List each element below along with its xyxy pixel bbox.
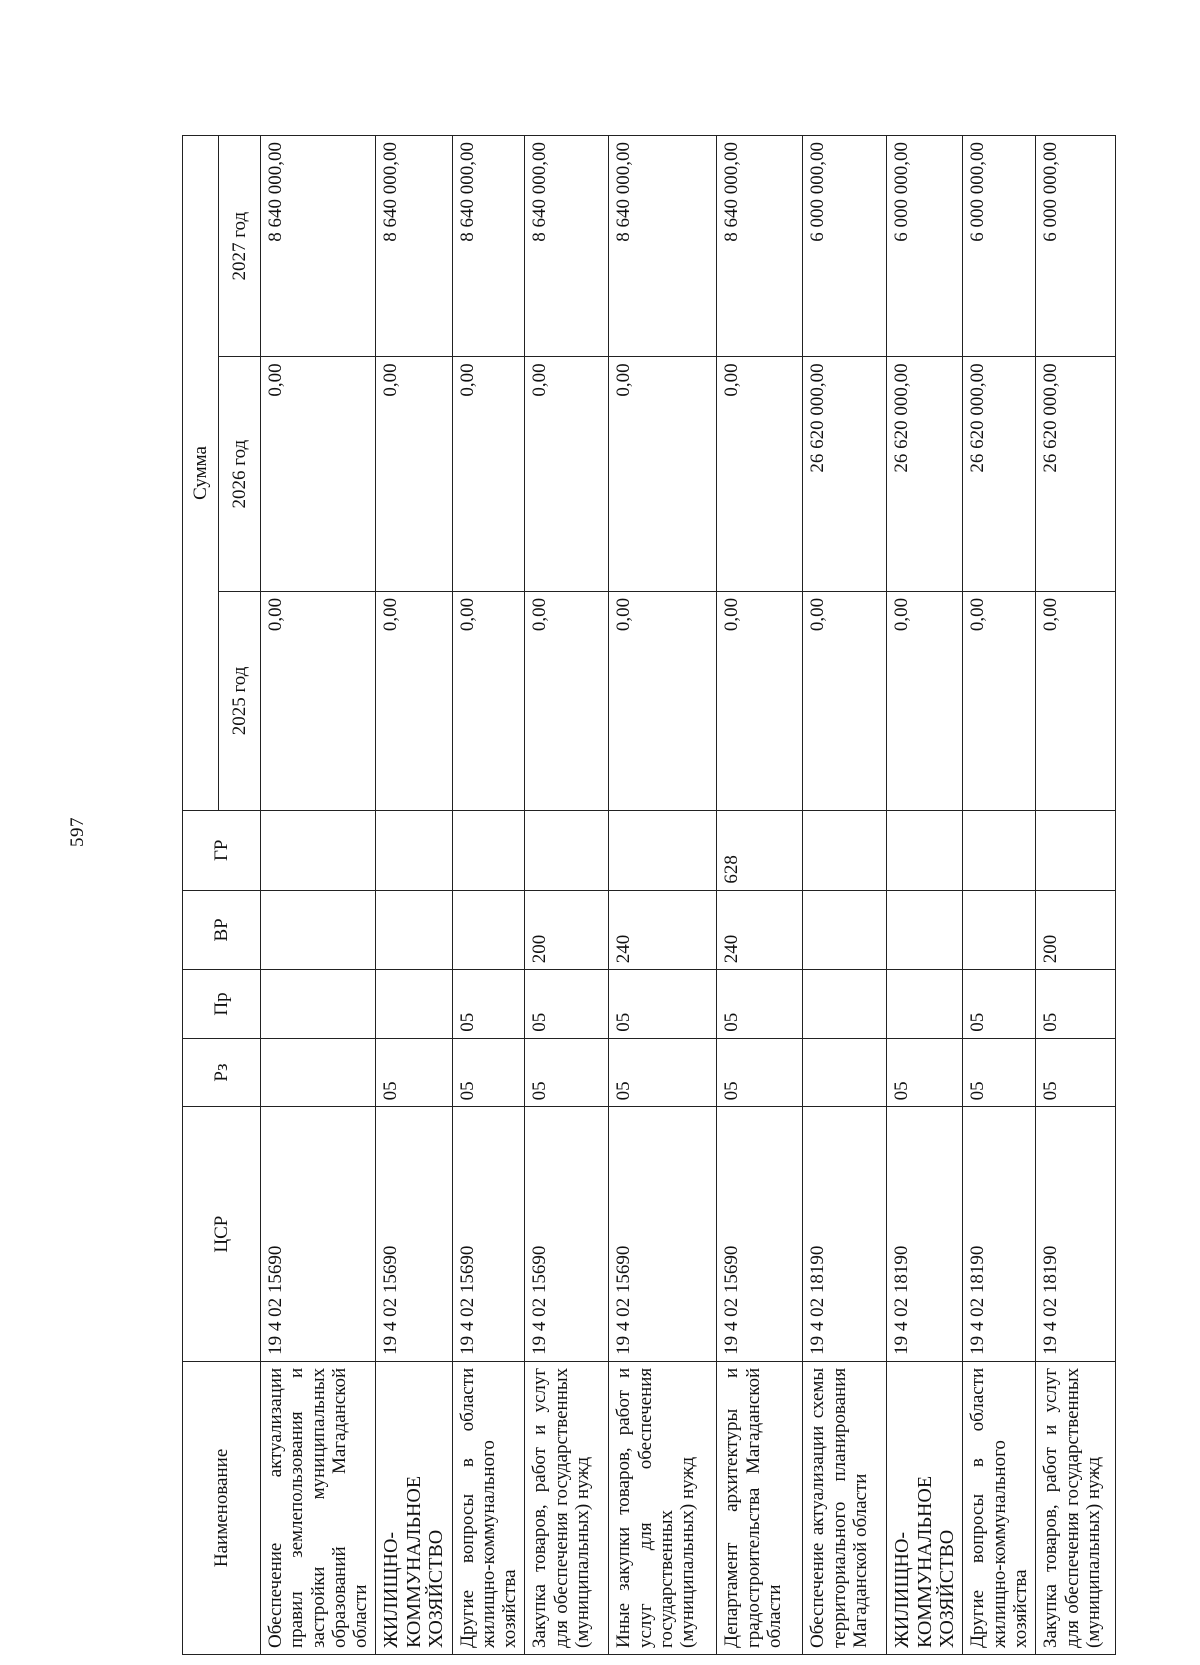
cell-2027: 6 000 000,00: [1036, 136, 1116, 357]
cell-csr: 19 4 02 18190: [803, 1107, 887, 1361]
header-2025: 2025 год: [219, 591, 261, 810]
table-row: [452, 136, 525, 1655]
cell-name: ЖИЛИЩНО-КОММУНАЛЬНОЕ ХОЗЯЙСТВО: [887, 1361, 963, 1654]
cell-2025: 0,00: [525, 591, 609, 810]
cell-name: ЖИЛИЩНО-КОММУНАЛЬНОЕ ХОЗЯЙСТВО: [376, 1361, 452, 1654]
cell-csr: 19 4 02 15690: [452, 1107, 525, 1361]
cell-name: Другие вопросы в области жилищно-коммунального хозяйства: [452, 1361, 525, 1654]
cell-2025: 0,00: [963, 591, 1036, 810]
cell-2026: 0,00: [452, 357, 525, 592]
cell-2025: 0,00: [887, 591, 963, 810]
cell-2027: 8 640 000,00: [609, 136, 717, 357]
cell-2027: 6 000 000,00: [887, 136, 963, 357]
cell-2026: 0,00: [609, 357, 717, 592]
cell-vr: 200: [1036, 890, 1116, 970]
cell-gr: [609, 810, 717, 890]
header-pr: Пр: [183, 970, 261, 1039]
cell-gr: [887, 810, 963, 890]
cell-pr: 05: [963, 970, 1036, 1039]
table-row: [1036, 136, 1116, 1655]
cell-csr: 19 4 02 15690: [717, 1107, 803, 1361]
cell-2026: 26 620 000,00: [963, 357, 1036, 592]
cell-name: Департамент архитектуры и градостроительства Магаданской области: [717, 1361, 803, 1654]
cell-vr: [452, 890, 525, 970]
cell-2025: 0,00: [452, 591, 525, 810]
cell-pr: 05: [525, 970, 609, 1039]
cell-2025: 0,00: [717, 591, 803, 810]
cell-pr: 05: [609, 970, 717, 1039]
cell-gr: [452, 810, 525, 890]
budget-table: [182, 135, 1116, 1655]
rotated-table-frame: [182, 135, 1104, 1655]
cell-rz: [261, 1038, 376, 1107]
cell-2026: 26 620 000,00: [887, 357, 963, 592]
table-row: [887, 136, 963, 1655]
cell-rz: 05: [452, 1038, 525, 1107]
cell-vr: [803, 890, 887, 970]
cell-gr: [803, 810, 887, 890]
cell-vr: [261, 890, 376, 970]
cell-2026: 0,00: [261, 357, 376, 592]
cell-rz: 05: [887, 1038, 963, 1107]
cell-pr: 05: [717, 970, 803, 1039]
cell-csr: 19 4 02 18190: [887, 1107, 963, 1361]
header-2026: 2026 год: [219, 357, 261, 592]
cell-2026: 0,00: [717, 357, 803, 592]
cell-rz: 05: [376, 1038, 452, 1107]
table-row: [261, 136, 376, 1655]
header-csr: ЦСР: [183, 1107, 261, 1361]
cell-rz: 05: [1036, 1038, 1116, 1107]
cell-gr: [261, 810, 376, 890]
table-row: [609, 136, 717, 1655]
cell-csr: 19 4 02 15690: [376, 1107, 452, 1361]
cell-rz: 05: [717, 1038, 803, 1107]
cell-vr: 200: [525, 890, 609, 970]
cell-rz: 05: [963, 1038, 1036, 1107]
cell-2027: 8 640 000,00: [376, 136, 452, 357]
cell-2027: 8 640 000,00: [717, 136, 803, 357]
cell-pr: 05: [452, 970, 525, 1039]
table-row: [525, 136, 609, 1655]
table-row: [717, 136, 803, 1655]
cell-2025: 0,00: [376, 591, 452, 810]
cell-vr: 240: [717, 890, 803, 970]
cell-2026: 0,00: [376, 357, 452, 592]
cell-name: Обеспечение актуализации схемы территориального планирования Магаданской области: [803, 1361, 887, 1654]
cell-name: Закупка товаров, работ и услуг для обеспечения государственных (муниципальных) нужд: [525, 1361, 609, 1654]
cell-name: Иные закупки товаров, работ и услуг для обеспечения государственных (муниципальных) нужд: [609, 1361, 717, 1654]
header-sum: Сумма: [183, 136, 219, 811]
cell-rz: [803, 1038, 887, 1107]
cell-2025: 0,00: [803, 591, 887, 810]
table-row: [376, 136, 452, 1655]
cell-name: Другие вопросы в области жилищно-коммунального хозяйства: [963, 1361, 1036, 1654]
cell-2026: 0,00: [525, 357, 609, 592]
cell-csr: 19 4 02 18190: [963, 1107, 1036, 1361]
table-row: [963, 136, 1036, 1655]
cell-gr: [963, 810, 1036, 890]
cell-gr: [525, 810, 609, 890]
cell-vr: [376, 890, 452, 970]
cell-2027: 8 640 000,00: [452, 136, 525, 357]
cell-rz: 05: [609, 1038, 717, 1107]
cell-2027: 6 000 000,00: [963, 136, 1036, 357]
cell-csr: 19 4 02 15690: [525, 1107, 609, 1361]
cell-csr: 19 4 02 18190: [1036, 1107, 1116, 1361]
page-number: 597: [67, 817, 88, 847]
cell-rz: 05: [525, 1038, 609, 1107]
cell-2026: 26 620 000,00: [1036, 357, 1116, 592]
cell-vr: [963, 890, 1036, 970]
cell-pr: [261, 970, 376, 1039]
header-vr: ВР: [183, 890, 261, 970]
cell-csr: 19 4 02 15690: [609, 1107, 717, 1361]
cell-gr: [1036, 810, 1116, 890]
header-2027: 2027 год: [219, 136, 261, 357]
cell-2026: 26 620 000,00: [803, 357, 887, 592]
cell-2025: 0,00: [261, 591, 376, 810]
cell-2027: 8 640 000,00: [525, 136, 609, 357]
cell-2027: 6 000 000,00: [803, 136, 887, 357]
cell-pr: [887, 970, 963, 1039]
cell-csr: 19 4 02 15690: [261, 1107, 376, 1361]
cell-vr: 240: [609, 890, 717, 970]
cell-gr: [376, 810, 452, 890]
cell-2025: 0,00: [1036, 591, 1116, 810]
cell-pr: 05: [1036, 970, 1116, 1039]
table-row: [803, 136, 887, 1655]
header-gr: ГР: [183, 810, 261, 890]
cell-name: Закупка товаров, работ и услуг для обеспечения государственных (муниципальных) нужд: [1036, 1361, 1116, 1654]
cell-name: Обеспечение актуализации правил землепользования и застройки муниципальных образований Магаданской области: [261, 1361, 376, 1654]
cell-gr: 628: [717, 810, 803, 890]
cell-pr: [803, 970, 887, 1039]
header-name: Наименование: [183, 1361, 261, 1654]
cell-2027: 8 640 000,00: [261, 136, 376, 357]
cell-2025: 0,00: [609, 591, 717, 810]
header-rz: Рз: [183, 1038, 261, 1107]
cell-vr: [887, 890, 963, 970]
cell-pr: [376, 970, 452, 1039]
